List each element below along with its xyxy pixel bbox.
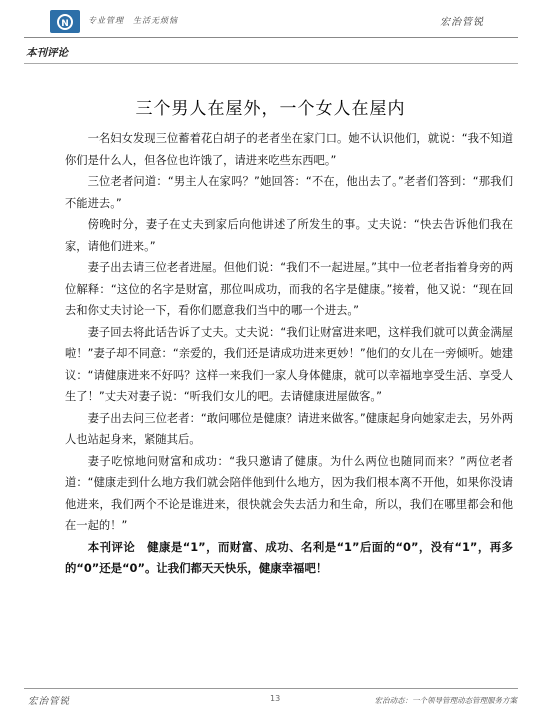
paragraph: 三位老者问道：“男主人在家吗？”她回答：“不在，他出去了。”老者们答到：“那我们不能进去。” [65,175,513,210]
footer-tagline: 宏治动态：一个领导管理动态管理服务方案 [374,696,517,705]
paragraph: 妻子出去问三位老者：“敢问哪位是健康？请进来做客。”健康起身向她家走去，另外两人也站起身来，紧随其后。 [65,411,513,446]
company-logo [50,10,80,33]
editorial-comment: 本刊评论 健康是“1”，而财富、成功、名利是“1”后面的“0”，没有“1”，再多的“0”还是“0”。让我们都天天快乐，健康幸福吧！ [65,539,513,575]
footer-brand: 宏治管锐 [28,696,71,707]
header-divider [24,37,518,38]
header-brand: 宏治管锐 [440,17,484,28]
section-label: 本刊评论 [26,47,68,59]
paragraph: 傍晚时分，妻子在丈夫到家后向他讲述了所发生的事。丈夫说：“快去告诉他们我在家，请他们进来。” [65,218,513,253]
paragraph: 妻子吃惊地问财富和成功：“我只邀请了健康。为什么两位也随同而来？”两位老者道：“健康走到什么地方我们就会陪伴他到什么地方，因为我们根本离不开他，如果你没请他进来，我们两个不论是谁进来，很快就会失去活力和生命，所以，我们在哪里都会和他在一起的！” [65,454,513,532]
page-number: 13 [270,694,281,703]
header-slogan: 专业管理 生活无烦恼 [88,16,178,25]
article-body [65,128,513,580]
paragraph: 妻子出去请三位老者进屋。但他们说：“我们不一起进屋。”其中一位老者指着身旁的两位解释：“这位的名字是财富，那位叫成功，而我的名字是健康。”接着，他又说：“现在回去和你丈夫讨论一下，看你们愿意我们当中的哪一个进去。” [65,261,513,317]
page-header [0,0,541,40]
article-title: 三个男人在屋外，一个女人在屋内 [135,99,406,119]
logo-emblem-icon: N [57,14,73,30]
paragraph: 一名妇女发现三位蓄着花白胡子的老者坐在家门口。她不认识他们，就说：“我不知道你们是什么人，但各位也许饿了，请进来吃些东西吧。” [65,132,513,167]
section-divider [24,63,518,64]
paragraph: 妻子回去将此话告诉了丈夫。丈夫说：“我们让财富进来吧，这样我们就可以黄金满屋啦！”妻子却不同意：“亲爱的，我们还是请成功进来更妙！”他们的女儿在一旁倾听。她建议：“请健康进来不好吗？这样一来我们一家人身体健康，就可以幸福地享受生活、享受人生了！”丈夫对妻子说：“听我们女儿的吧。去请健康进屋做客。” [65,325,513,403]
footer-divider [24,688,518,689]
